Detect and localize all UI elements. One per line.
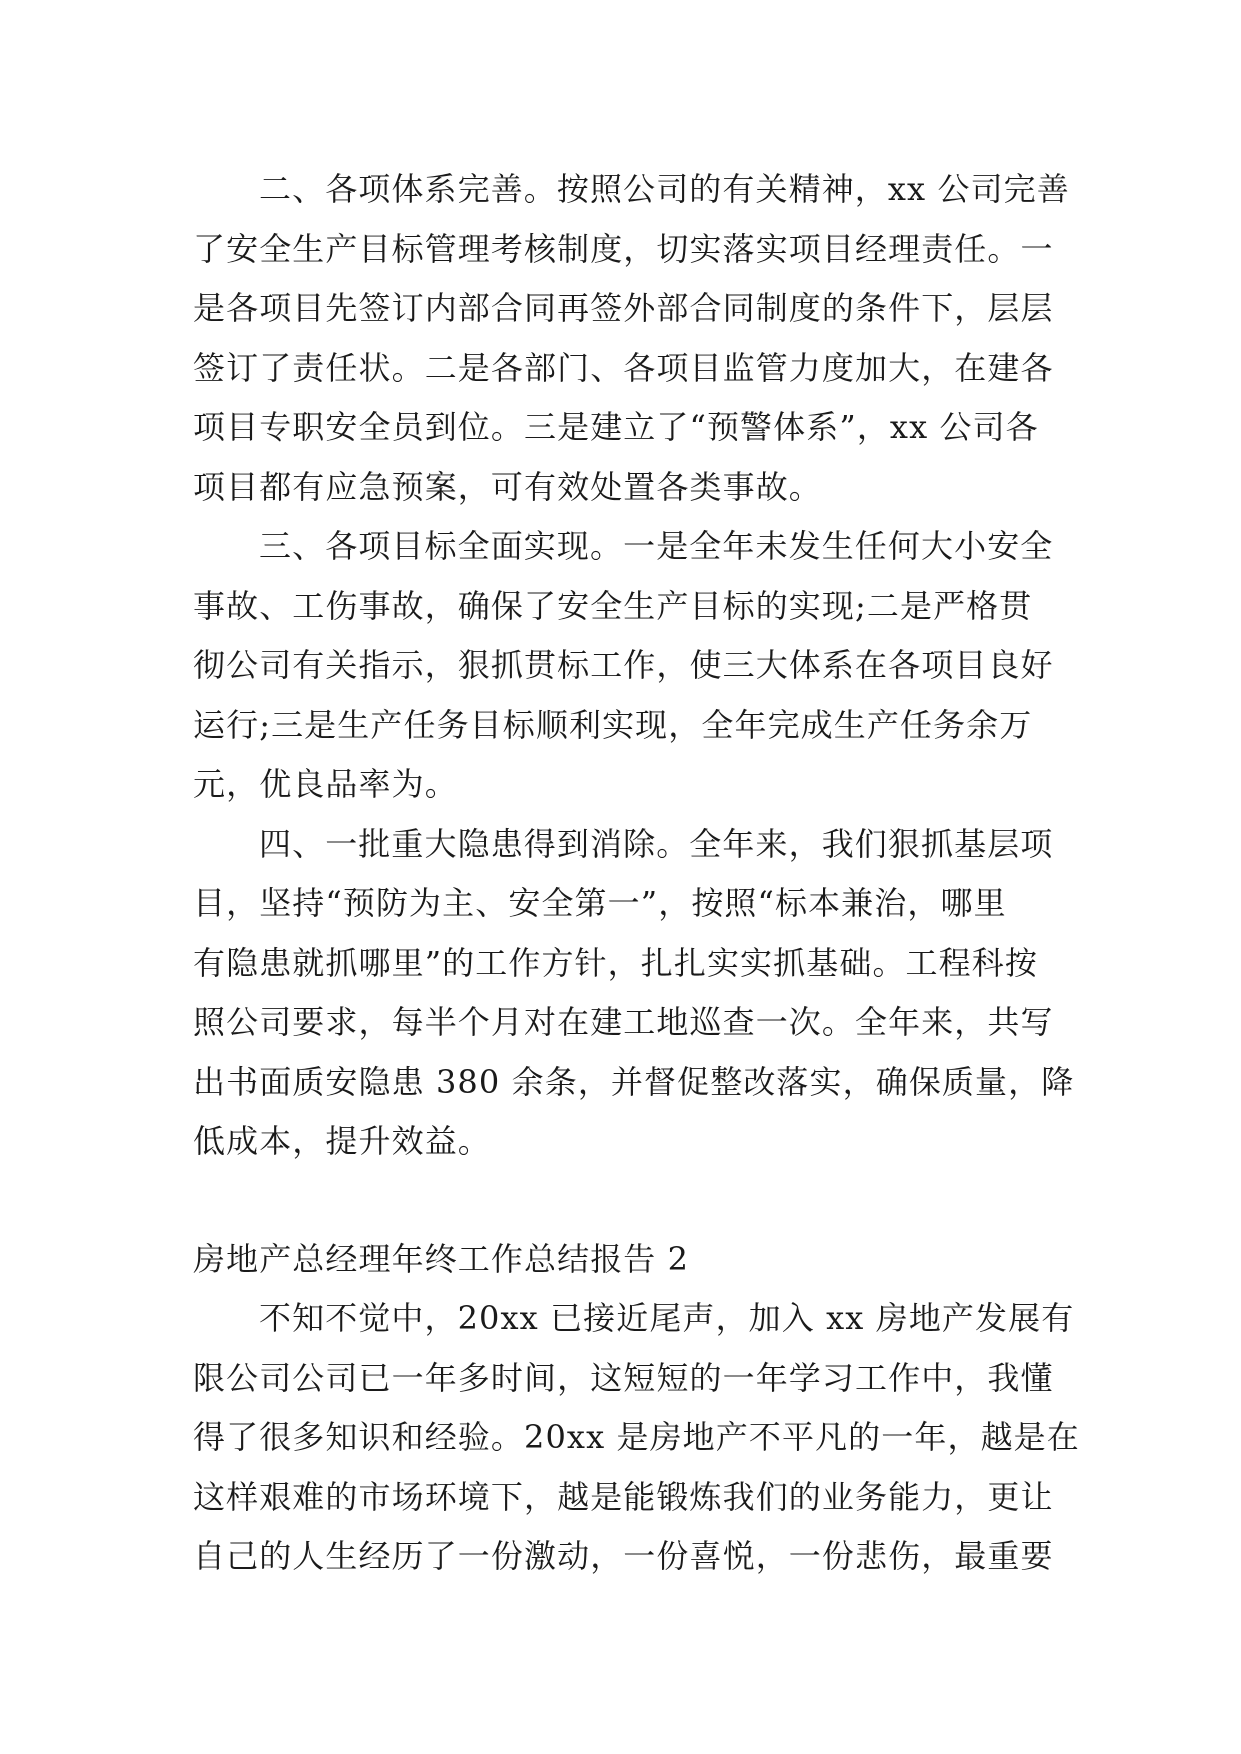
report-part-1 xyxy=(193,160,1075,1172)
text-line: 事故、工伤事故，确保了安全生产目标的实现;二是严格贯 xyxy=(193,586,1033,625)
text-line: 运行;三是生产任务目标顺利实现，全年完成生产任务余万 xyxy=(193,705,1033,744)
text-line: 项目专职安全员到位。三是建立了“预警体系”，xx 公司各 xyxy=(193,408,1039,446)
report-part-2 xyxy=(193,1289,1080,1587)
text-line: 三、各项目标全面实现。一是全年未发生任何大小安全 xyxy=(259,527,1054,565)
text-line: 是各项目先签订内部合同再签外部合同制度的条件下，层层 xyxy=(193,289,1054,327)
text-line: 项目都有应急预案，可有效处置各类事故。 xyxy=(193,467,822,506)
text-line: 二、各项体系完善。按照公司的有关精神，xx 公司完善 xyxy=(259,170,1070,208)
text-line: 元，优良品率为。 xyxy=(193,765,458,803)
text-line: 了安全生产目标管理考核制度，切实落实项目经理责任。一 xyxy=(193,229,1054,268)
text-line: 得了很多知识和经验。20xx 是房地产不平凡的一年，越是在 xyxy=(193,1418,1080,1456)
text-line: 不知不觉中，20xx 已接近尾声，加入 xx 房地产发展有 xyxy=(259,1299,1075,1337)
text-line: 这样艰难的市场环境下，越是能锻炼我们的业务能力，更让 xyxy=(193,1477,1054,1516)
text-line: 出书面质安隐患 380 余条，并督促整改落实，确保质量，降 xyxy=(193,1062,1075,1101)
text-line: 目，坚持“预防为主、安全第一”，按照“标本兼治，哪里 xyxy=(193,884,1007,922)
section-spacer xyxy=(193,1172,1053,1230)
text-line: 有隐患就抓哪里”的工作方针，扎扎实实抓基础。工程科按 xyxy=(193,943,1038,982)
text-line: 签订了责任状。二是各部门、各项目监管力度加大，在建各 xyxy=(193,348,1054,387)
text-line: 照公司要求，每半个月对在建工地巡查一次。全年来，共写 xyxy=(193,1003,1054,1041)
text-line: 四、一批重大隐患得到消除。全年来，我们狠抓基层项 xyxy=(259,824,1054,863)
text-line: 限公司公司已一年多时间，这短短的一年学习工作中，我懂 xyxy=(193,1358,1054,1397)
document-body xyxy=(193,160,1080,1587)
text-line: 彻公司有关指示，狠抓贯标工作，使三大体系在各项目良好 xyxy=(193,646,1054,684)
text-line: 自己的人生经历了一份激动，一份喜悦，一份悲伤，最重要 xyxy=(193,1537,1054,1575)
report-heading: 房地产总经理年终工作总结报告 2 xyxy=(193,1239,690,1278)
text-line: 低成本，提升效益。 xyxy=(193,1122,491,1160)
